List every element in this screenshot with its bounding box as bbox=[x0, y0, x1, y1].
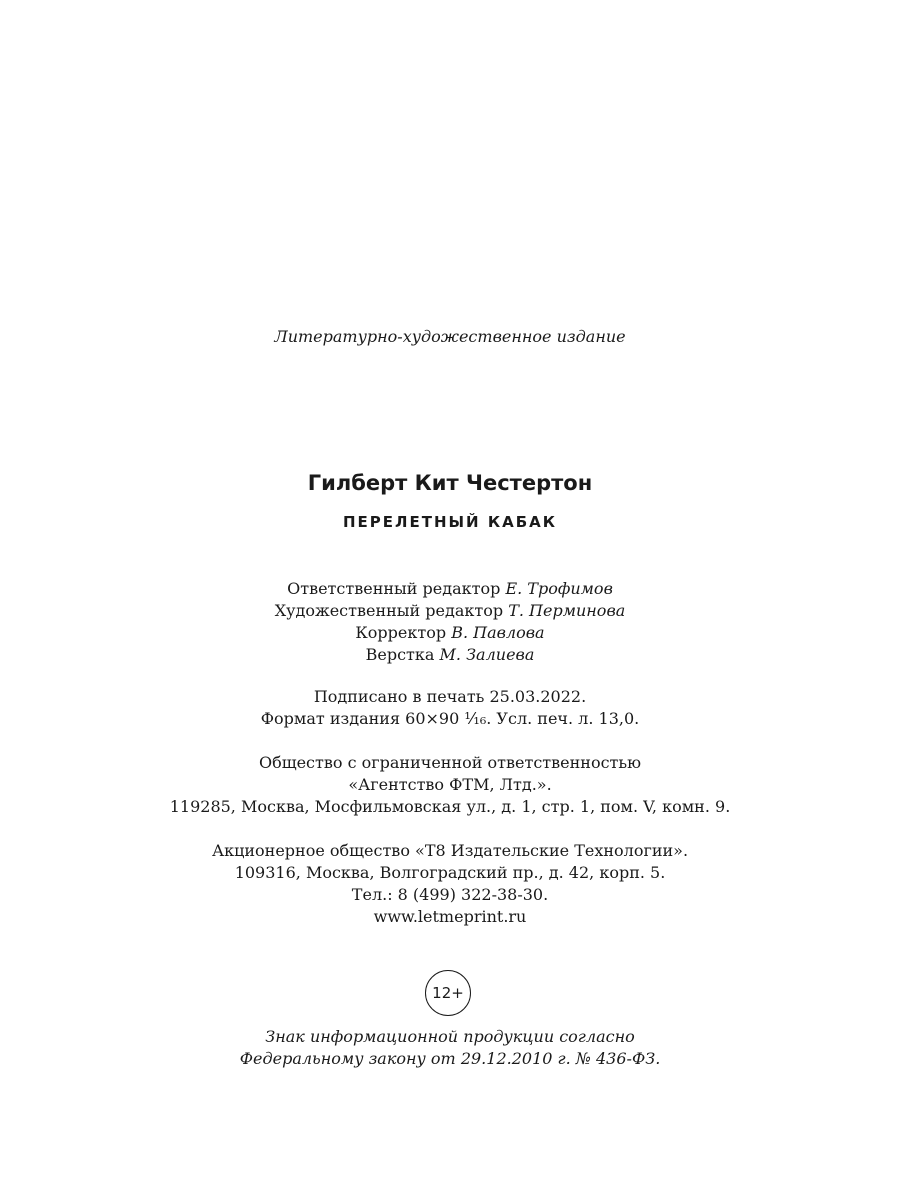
printer-address: 109316, Москва, Волгоградский пр., д. 42, корп. 5. bbox=[234, 863, 666, 882]
printer-website: www.letmeprint.ru bbox=[373, 907, 527, 926]
rating-note-line: Федеральному закону от 29.12.2010 г. № 436-ФЗ. bbox=[239, 1049, 661, 1068]
author-name: Гилберт Кит Честертон bbox=[307, 471, 593, 495]
publisher-line: Общество с ограниченной ответственностью bbox=[258, 753, 642, 772]
credit-name: Е. Трофимов bbox=[505, 579, 613, 598]
publisher-address: 119285, Москва, Мосфильмовская ул., д. 1, стр. 1, пом. V, комн. 9. bbox=[169, 797, 731, 816]
edition-type: Литературно-художественное издание bbox=[274, 327, 626, 346]
credit-line bbox=[0, 622, 900, 644]
credit-line bbox=[0, 644, 900, 666]
book-title: ПЕРЕЛЕТНЫЙ КАБАК bbox=[342, 513, 558, 531]
credit-role: Верстка bbox=[365, 645, 435, 664]
credit-role: Художественный редактор bbox=[274, 601, 504, 620]
credit-name: В. Павлова bbox=[451, 623, 545, 642]
print-format: Формат издания 60×90 ¹⁄₁₆. Усл. печ. л. 13,0. bbox=[260, 709, 640, 728]
publisher-name: «Агентство ФТМ, Лтд.». bbox=[348, 775, 552, 794]
credit-line bbox=[0, 578, 900, 600]
credit-line bbox=[0, 600, 900, 622]
credit-name: Т. Перминова bbox=[508, 601, 626, 620]
age-rating-badge: 12+ bbox=[425, 970, 471, 1016]
credit-role: Корректор bbox=[355, 623, 447, 642]
credit-name: М. Залиева bbox=[439, 645, 535, 664]
credit-role: Ответственный редактор bbox=[287, 579, 501, 598]
rating-note-line: Знак информационной продукции согласно bbox=[265, 1027, 635, 1046]
printer-name: Акционерное общество «Т8 Издательские Технологии». bbox=[211, 841, 689, 860]
printer-phone: Тел.: 8 (499) 322-38-30. bbox=[351, 885, 549, 904]
print-signed: Подписано в печать 25.03.2022. bbox=[313, 687, 587, 706]
